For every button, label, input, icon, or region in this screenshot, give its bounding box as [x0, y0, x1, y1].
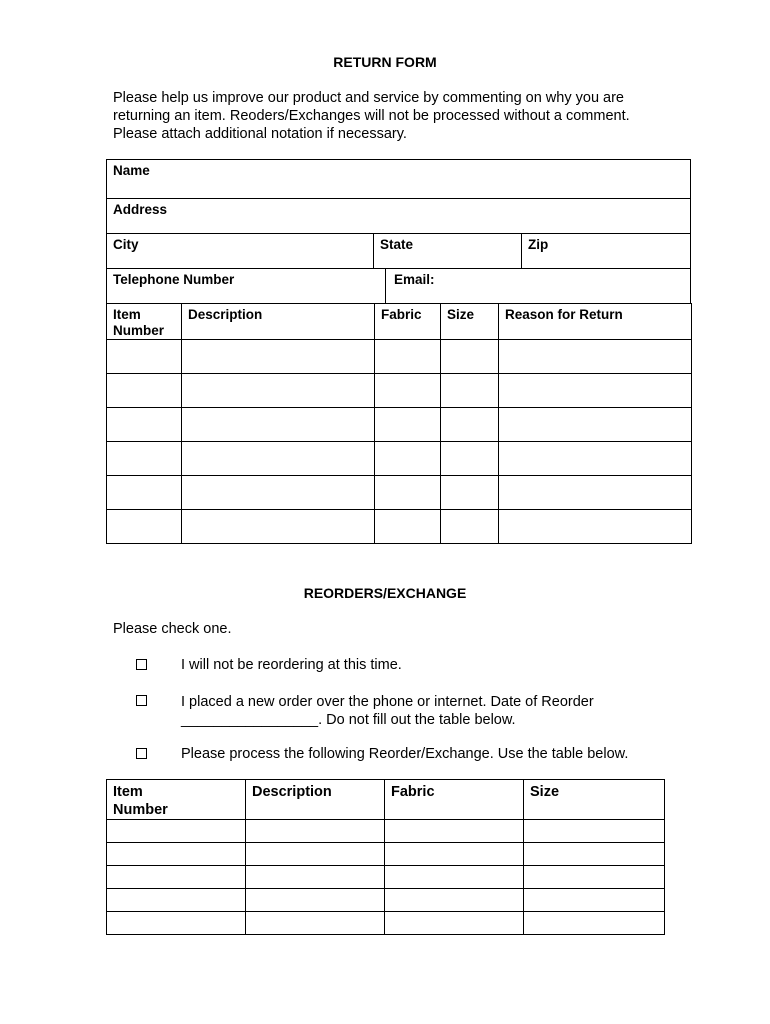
table-cell[interactable]	[385, 866, 524, 889]
header-text: Fabric	[391, 784, 435, 800]
table-cell[interactable]	[107, 374, 182, 408]
table-cell[interactable]	[107, 510, 182, 544]
table-cell[interactable]	[375, 442, 441, 476]
option-no-reorder-label: I will not be reordering at this time.	[181, 657, 402, 673]
city-field[interactable]	[106, 233, 374, 269]
header-text: Number	[113, 323, 165, 338]
zip-field[interactable]	[521, 233, 691, 269]
option-process-reorder-label: Please process the following Reorder/Exchange. Use the table below.	[181, 746, 629, 762]
table-cell[interactable]	[246, 820, 385, 843]
reorder-items-table	[106, 779, 665, 935]
table-header-row	[107, 304, 692, 340]
table-row	[107, 889, 665, 912]
header-size	[441, 304, 499, 340]
table-cell[interactable]	[385, 820, 524, 843]
table-cell[interactable]	[182, 476, 375, 510]
table-cell[interactable]	[182, 442, 375, 476]
table-cell[interactable]	[182, 510, 375, 544]
table-cell[interactable]	[107, 843, 246, 866]
table-cell[interactable]	[385, 889, 524, 912]
header-description	[182, 304, 375, 340]
intro-line: Please attach additional notation if necessary.	[113, 126, 407, 142]
table-cell[interactable]	[499, 340, 692, 374]
state-label: State	[380, 237, 414, 252]
table-cell[interactable]	[375, 476, 441, 510]
header-text: Size	[530, 784, 560, 800]
table-cell[interactable]	[441, 408, 499, 442]
name-field[interactable]	[106, 159, 691, 199]
table-cell[interactable]	[385, 843, 524, 866]
header-fabric	[385, 780, 524, 820]
table-cell[interactable]	[524, 820, 665, 843]
header-text: Size	[447, 307, 475, 322]
table-cell[interactable]	[375, 408, 441, 442]
email-label: Email:	[394, 272, 435, 287]
city-label: City	[113, 237, 139, 252]
table-cell[interactable]	[246, 889, 385, 912]
table-row	[107, 510, 692, 544]
table-cell[interactable]	[182, 374, 375, 408]
table-cell[interactable]	[107, 820, 246, 843]
header-reason	[499, 304, 692, 340]
table-row	[107, 340, 692, 374]
table-header-row	[107, 780, 665, 820]
table-cell[interactable]	[107, 408, 182, 442]
name-label: Name	[113, 163, 150, 178]
address-field[interactable]	[106, 198, 691, 234]
table-cell[interactable]	[182, 408, 375, 442]
table-cell[interactable]	[499, 510, 692, 544]
table-cell[interactable]	[246, 843, 385, 866]
header-text: Fabric	[381, 307, 422, 322]
table-cell[interactable]	[524, 889, 665, 912]
reorder-table-body	[107, 820, 665, 935]
table-cell[interactable]	[107, 476, 182, 510]
table-cell[interactable]	[441, 340, 499, 374]
zip-label: Zip	[528, 237, 549, 252]
table-cell[interactable]	[441, 442, 499, 476]
table-cell[interactable]	[441, 476, 499, 510]
table-row	[107, 374, 692, 408]
header-text: Description	[188, 307, 263, 322]
option-text-line: _________________. Do not fill out the table below.	[181, 712, 516, 728]
table-cell[interactable]	[524, 866, 665, 889]
return-items-table	[106, 303, 692, 544]
table-cell[interactable]	[107, 866, 246, 889]
table-cell[interactable]	[524, 843, 665, 866]
table-cell[interactable]	[499, 442, 692, 476]
return-table-body	[107, 340, 692, 544]
table-cell[interactable]	[499, 476, 692, 510]
table-cell[interactable]	[524, 912, 665, 935]
checkbox-placed-new-order[interactable]	[136, 695, 147, 706]
header-size	[524, 780, 665, 820]
table-row	[107, 866, 665, 889]
header-description	[246, 780, 385, 820]
option-placed-new-order-label	[181, 693, 594, 729]
table-cell[interactable]	[107, 889, 246, 912]
table-cell[interactable]	[107, 442, 182, 476]
intro-line: returning an item. Reoders/Exchanges will not be processed without a comment.	[113, 108, 630, 124]
table-cell[interactable]	[385, 912, 524, 935]
table-cell[interactable]	[246, 912, 385, 935]
table-cell[interactable]	[107, 340, 182, 374]
header-text: Description	[252, 784, 332, 800]
table-cell[interactable]	[246, 866, 385, 889]
header-text: Number	[113, 802, 168, 818]
address-label: Address	[113, 202, 168, 217]
checkbox-process-reorder[interactable]	[136, 748, 147, 759]
table-cell[interactable]	[107, 912, 246, 935]
table-cell[interactable]	[375, 374, 441, 408]
checkbox-no-reorder[interactable]	[136, 659, 147, 670]
header-item-number	[107, 780, 246, 820]
header-text: Item	[113, 307, 141, 322]
page-title: RETURN FORM	[333, 54, 437, 70]
intro-text	[113, 89, 683, 143]
table-cell[interactable]	[441, 510, 499, 544]
table-row	[107, 408, 692, 442]
table-row	[107, 843, 665, 866]
telephone-label: Telephone Number	[113, 272, 235, 287]
table-row	[107, 442, 692, 476]
table-cell[interactable]	[375, 510, 441, 544]
telephone-field[interactable]	[106, 268, 386, 304]
intro-line: Please help us improve our product and service by commenting on why you are	[113, 90, 624, 106]
table-cell[interactable]	[499, 408, 692, 442]
header-text: Reason for Return	[505, 307, 623, 322]
header-item-number	[107, 304, 182, 340]
table-cell[interactable]	[375, 340, 441, 374]
reorder-instruction: Please check one.	[113, 621, 232, 637]
table-cell[interactable]	[441, 374, 499, 408]
table-cell[interactable]	[182, 340, 375, 374]
option-text-line: I placed a new order over the phone or internet. Date of Reorder	[181, 694, 594, 710]
table-row	[107, 820, 665, 843]
header-fabric	[375, 304, 441, 340]
state-field[interactable]	[373, 233, 522, 269]
table-row	[107, 476, 692, 510]
table-row	[107, 912, 665, 935]
header-text: Item	[113, 784, 143, 800]
table-cell[interactable]	[499, 374, 692, 408]
email-field[interactable]	[385, 268, 691, 304]
reorder-title: REORDERS/EXCHANGE	[303, 585, 467, 601]
